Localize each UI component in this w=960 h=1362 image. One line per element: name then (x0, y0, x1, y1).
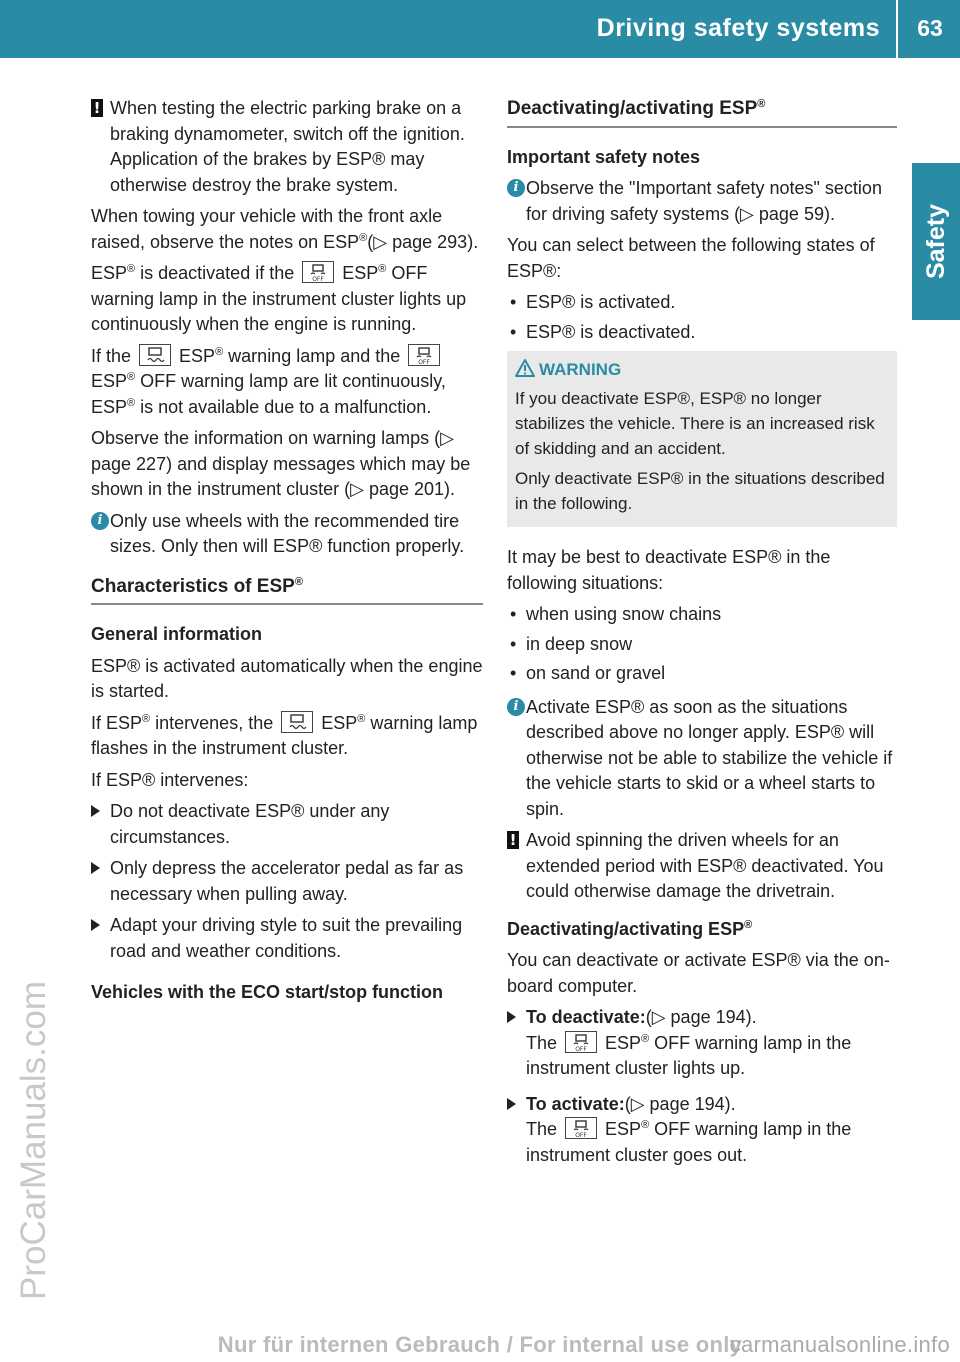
step-text: Do not deactivate ESP® under any circumstances. (110, 801, 390, 847)
step-activate (507, 1092, 897, 1169)
list-item (507, 290, 897, 316)
onboard-computer-paragraph: You can deactivate or activate ESP® via the on-board computer. (507, 950, 890, 996)
list-item (507, 320, 897, 346)
step-item (91, 856, 483, 907)
info-note (91, 509, 483, 560)
bullet-icon: • (510, 321, 517, 342)
step-label: To deactivate: (526, 1007, 646, 1027)
text: Characteristics of ESP (91, 575, 295, 597)
svg-text:OFF: OFF (575, 1132, 587, 1138)
info-note (507, 176, 897, 227)
list-text: on sand or gravel (526, 663, 666, 683)
svg-text:OFF: OFF (575, 1045, 587, 1052)
svg-text:OFF: OFF (312, 276, 325, 282)
note-text: Only use wheels with the recommended tire sizes. Only then will ESP® function properly. (110, 510, 465, 556)
reg-mark: ® (357, 712, 366, 725)
text: ESP (91, 263, 128, 283)
towing-paragraph (91, 204, 483, 255)
text: The (526, 1032, 563, 1053)
warning-label: WARNING (539, 360, 622, 379)
heading-general-information: General information (91, 624, 263, 644)
caution-note (91, 96, 483, 198)
step-arrow-icon (507, 1098, 516, 1110)
bullet-icon: • (510, 604, 517, 624)
reg-mark: ® (127, 371, 136, 383)
text: If the (91, 345, 137, 366)
svg-text:OFF: OFF (418, 358, 431, 365)
esp-warning-lamp-icon (139, 344, 171, 366)
intervenes-paragraph (91, 711, 483, 762)
reg-mark: ® (127, 263, 136, 275)
watermark: ProCarManuals.com (14, 981, 53, 1300)
esp-off-lamp-icon (302, 261, 334, 283)
best-to-deactivate-paragraph: It may be best to deactivate ESP® in the following situations: (507, 547, 831, 593)
heading-deactivating-activating-2 (507, 917, 897, 943)
list-text: ESP® is activated. (526, 292, 676, 312)
heading-characteristics (91, 574, 483, 606)
header-bar (0, 0, 960, 58)
list-item (507, 602, 897, 628)
right-column (507, 96, 897, 1174)
reg-mark: ® (744, 918, 753, 931)
footer-watermark: carmanualsonline.info (729, 1332, 950, 1357)
side-tab-label: Safety (922, 203, 950, 280)
section-title: Driving safety systems (596, 14, 880, 42)
observe-paragraph: Observe the information on warning lamps (▷ page 227) and display messages which may be shown in the instrument cluster (▷ page 201). (91, 428, 471, 499)
text: If ESP (91, 712, 143, 733)
text: ESP (600, 1032, 642, 1053)
reg-mark: ® (359, 231, 368, 244)
malfunction-paragraph (91, 344, 483, 421)
list-text: ESP® is deactivated. (526, 321, 696, 342)
step-label: To activate: (526, 1093, 625, 1114)
reg-mark: ® (757, 98, 766, 110)
warning-text: Only deactivate ESP® in the situations described in the following. (515, 469, 885, 513)
heading-deactivating-activating (507, 96, 897, 128)
info-icon: i (91, 512, 109, 530)
step-arrow-icon (507, 1011, 516, 1023)
text: ESP (600, 1119, 642, 1139)
exclamation-icon: ! (91, 99, 103, 117)
list-item (507, 661, 897, 687)
list-text: in deep snow (526, 633, 633, 654)
footer-text: Nur für internen Gebrauch / For internal use only (217, 1332, 743, 1357)
step-item (91, 799, 483, 850)
reg-mark: ® (641, 1119, 650, 1131)
bullet-icon: • (510, 292, 517, 312)
note-text: Activate ESP® as soon as the situations described above no longer apply. ESP® will otherwise not be able to stabilize the vehicle if the vehicle starts to skid or a wheel starts to spin. (526, 696, 893, 819)
auto-activated-paragraph: ESP® is activated automatically when the engine is started. (91, 655, 483, 701)
list-item (507, 632, 897, 658)
reg-mark: ® (378, 263, 387, 275)
page-reference: (▷ page 194). (624, 1093, 736, 1114)
header-divider (896, 0, 898, 58)
note-text: Observe the "Important safety notes" section for driving safety systems (▷ page 59). (526, 178, 882, 224)
warning-box (507, 351, 897, 527)
warning-triangle-icon (515, 359, 535, 377)
step-arrow-icon (91, 862, 100, 874)
heading-important-safety-notes: Important safety notes (507, 146, 701, 167)
bullet-icon: • (510, 663, 517, 683)
step-deactivate (507, 1005, 897, 1082)
warning-text: If you deactivate ESP®, ESP® no longer stabilizes the vehicle. There is an increased risk of skidding and an accident. (515, 389, 875, 458)
intervenes-list-intro: If ESP® intervenes: (91, 769, 249, 790)
step-text: Adapt your driving style to suit the prevailing road and weather conditions. (110, 915, 463, 961)
text: warning lamp and the (223, 345, 406, 366)
note-text: Avoid spinning the driven wheels for an extended period with ESP® deactivated. You could otherwise damage the drivetrain. (526, 830, 884, 901)
reg-mark: ® (127, 396, 136, 409)
side-tab (912, 163, 960, 320)
warning-header (515, 357, 889, 382)
text: ESP (337, 263, 379, 283)
step-arrow-icon (91, 919, 100, 931)
text: intervenes, the (150, 712, 279, 733)
step-arrow-icon (91, 805, 100, 817)
esp-warning-lamp-icon (281, 711, 313, 733)
esp-off-lamp-icon (408, 344, 440, 366)
reg-mark: ® (215, 345, 224, 358)
select-states-paragraph: You can select between the following states of ESP®: (507, 235, 875, 281)
info-icon: i (507, 179, 525, 197)
text: OFF warning lamp in the instrument cluster lights up continuously when the engine is running. (91, 263, 467, 334)
page-reference: (▷ page 194). (645, 1007, 757, 1027)
step-text: Only depress the accelerator pedal as far as necessary when pulling away. (110, 858, 464, 904)
reg-mark: ® (142, 712, 151, 725)
esp-off-lamp-icon (565, 1117, 597, 1139)
text: The (526, 1119, 563, 1139)
footer (0, 1332, 960, 1358)
exclamation-icon: ! (507, 831, 519, 849)
reg-mark: ® (294, 575, 303, 588)
list-text: when using snow chains (526, 604, 722, 624)
text: is not available due to a malfunction. (135, 396, 432, 417)
text: ESP (174, 345, 216, 366)
text: OFF warning lamp are lit continuously, ESP (91, 371, 446, 417)
info-note (507, 695, 897, 823)
text: Deactivating/activating ESP (507, 918, 745, 939)
text: ESP (91, 371, 128, 391)
deactivated-paragraph (91, 261, 483, 338)
text: warning lamp flashes in the instrument cluster. (91, 712, 478, 758)
text: (▷ page 293). (367, 231, 479, 252)
caution-note (507, 828, 897, 905)
esp-off-lamp-icon (565, 1031, 597, 1053)
page-number: 63 (917, 15, 943, 41)
text: OFF warning lamp in the instrument cluster goes out. (526, 1119, 852, 1165)
reg-mark: ® (641, 1032, 650, 1045)
bullet-icon: • (510, 633, 517, 654)
note-text: When testing the electric parking brake on a braking dynamometer, switch off the ignition. Application of the brakes by ESP® may otherwise destroy the brake system. (110, 98, 465, 195)
text: OFF warning lamp in the instrument cluster lights up. (526, 1032, 852, 1078)
heading-eco-start-stop: Vehicles with the ECO start/stop function (91, 982, 444, 1002)
text: When towing your vehicle with the front axle raised, observe the notes on ESP (91, 206, 443, 252)
text: ESP (316, 712, 358, 733)
text: Deactivating/activating ESP (507, 98, 758, 119)
left-column (91, 96, 483, 1012)
info-icon: i (507, 698, 525, 716)
step-item (91, 913, 483, 964)
text: is deactivated if the (135, 263, 300, 283)
